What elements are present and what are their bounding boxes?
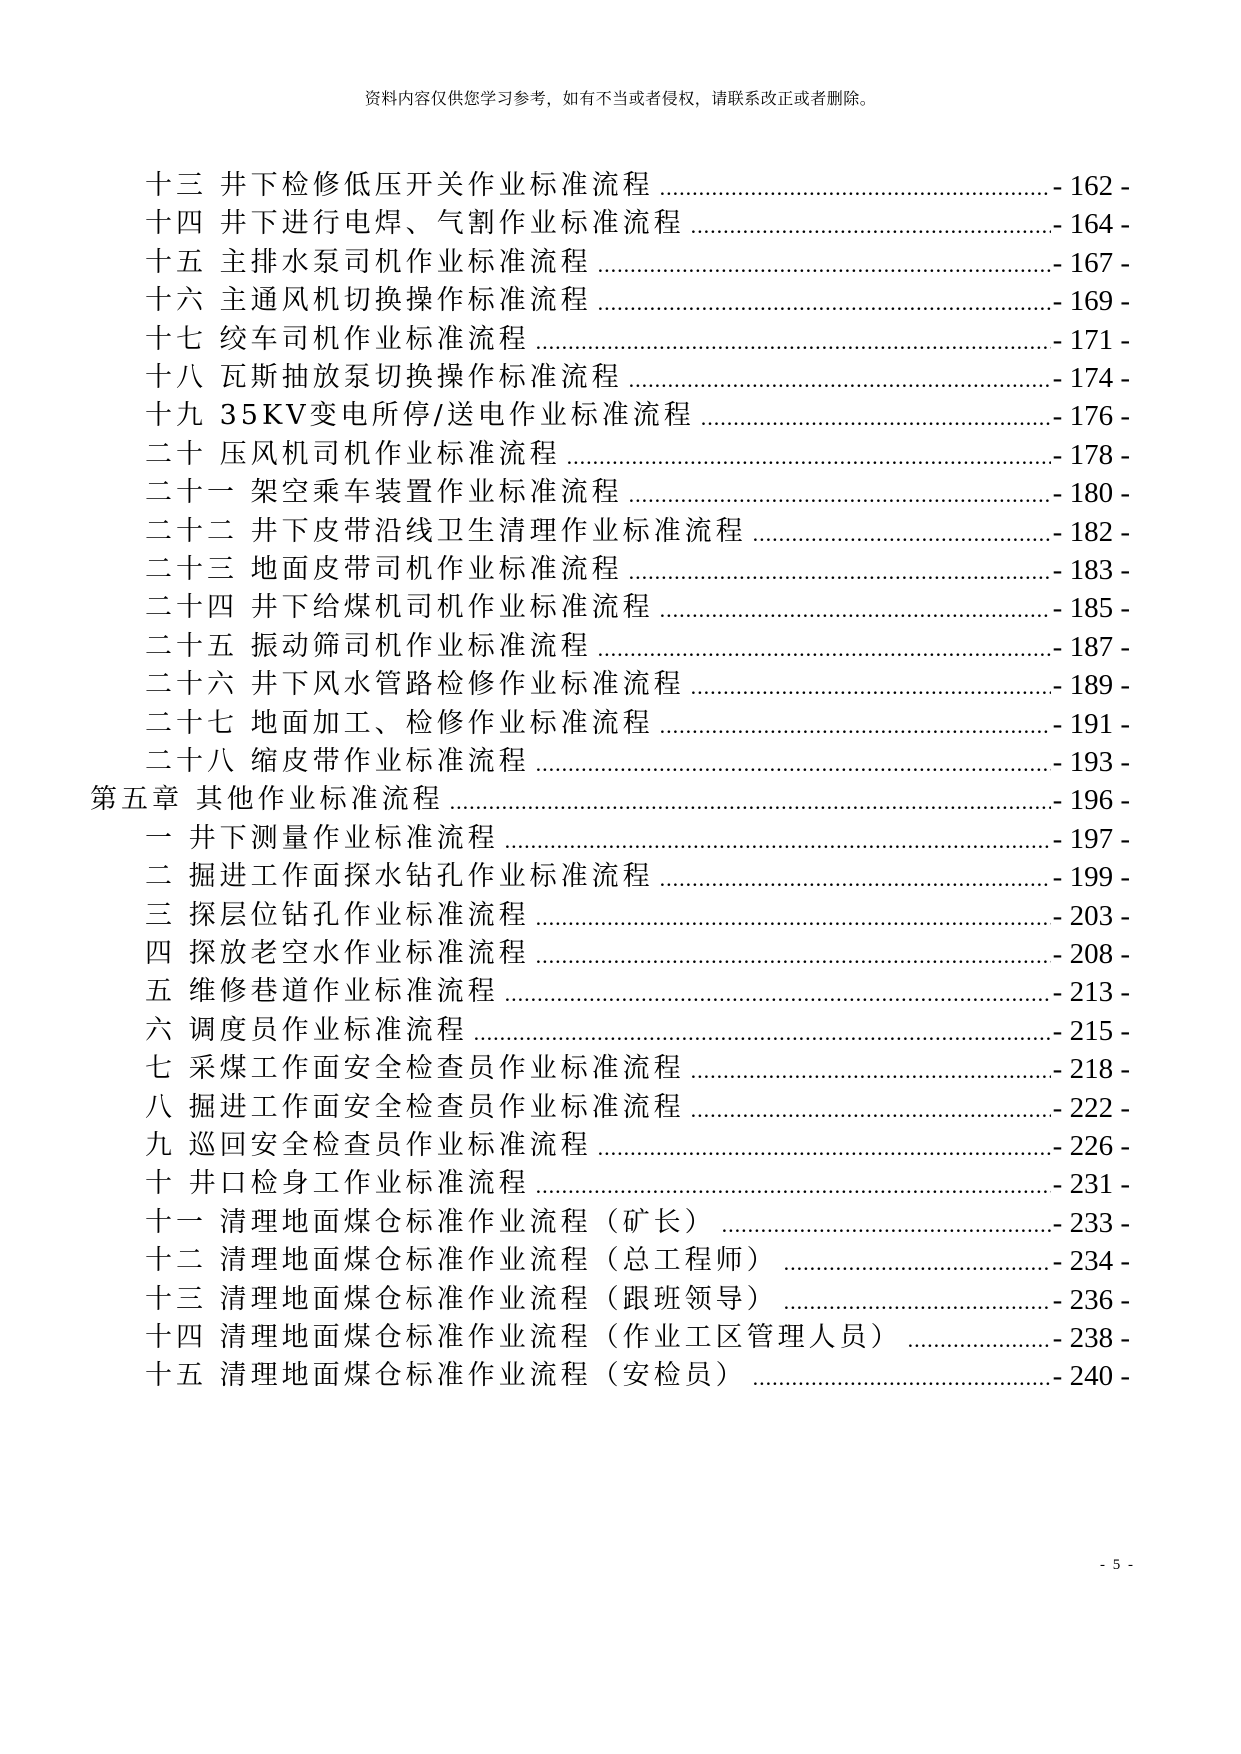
toc-dot-leader (598, 247, 1051, 283)
toc-entry-title: 十五 主排水泵司机作业标准流程 (145, 246, 592, 278)
toc-dot-leader (691, 208, 1051, 244)
toc-entry-title: 七 采煤工作面安全检查员作业标准流程 (145, 1053, 685, 1085)
toc-entry-title: 二十八 缩皮带作业标准流程 (145, 746, 530, 777)
toc-entry-page: - 180 - (1052, 477, 1130, 510)
toc-entry-page: - 240 - (1052, 1360, 1130, 1393)
toc-entry[interactable] (145, 1088, 1130, 1128)
toc-entry-title: 二十 压风机司机作业标准流程 (145, 438, 561, 470)
toc-entry-title: 十四 井下进行电焊、气割作业标准流程 (145, 208, 685, 240)
toc-entry-title: 六 调度员作业标准流程 (145, 1014, 468, 1046)
toc-entry[interactable] (145, 358, 1130, 398)
toc-entry[interactable] (145, 972, 1130, 1012)
toc-entry-title: 五 维修巷道作业标准流程 (145, 976, 499, 1008)
toc-dot-leader (536, 900, 1051, 936)
toc-entry-page: - 164 - (1052, 208, 1130, 241)
toc-dot-leader (660, 861, 1051, 897)
toc-entry[interactable] (145, 1164, 1130, 1204)
page-number: - 5 - (1100, 1557, 1135, 1573)
toc-entry-page: - 234 - (1052, 1245, 1130, 1278)
toc-entry-title: 二十一 架空乘车装置作业标准流程 (145, 477, 623, 509)
toc-entry-page: - 233 - (1052, 1206, 1130, 1239)
toc-dot-leader (701, 400, 1051, 436)
toc-dot-leader (691, 1053, 1051, 1089)
toc-dot-leader (629, 477, 1051, 513)
toc-entry-title: 二十七 地面加工、检修作业标准流程 (145, 707, 654, 739)
toc-dot-leader (450, 784, 1051, 820)
toc-entry-title: 十一 清理地面煤仓标准作业流程（矿长） (145, 1206, 716, 1238)
toc-entry[interactable] (145, 473, 1130, 513)
toc-entry-page: - 174 - (1052, 362, 1130, 394)
toc-entry-title: 十八 瓦斯抽放泵切换操作标准流程 (145, 362, 623, 393)
toc-entry-title: 十二 清理地面煤仓标准作业流程（总工程师） (145, 1245, 778, 1277)
toc-entry-page: - 222 - (1052, 1091, 1130, 1124)
toc-dot-leader (567, 439, 1051, 475)
toc-entry-page: - 185 - (1052, 592, 1130, 625)
toc-entry-title: 十六 主通风机切换操作标准流程 (145, 285, 592, 317)
toc-entry-title: 十三 井下检修低压开关作业标准流程 (145, 170, 654, 201)
toc-dot-leader (474, 1015, 1051, 1051)
toc-entry[interactable] (145, 1011, 1130, 1051)
toc-entry-page: - 167 - (1052, 246, 1130, 279)
toc-entry-page: - 226 - (1052, 1130, 1130, 1162)
toc-entry-page: - 231 - (1052, 1168, 1130, 1201)
toc-entry-page: - 182 - (1052, 515, 1130, 548)
toc-entry-title: 十 井口检身工作业标准流程 (145, 1168, 530, 1200)
toc-dot-leader (908, 1322, 1051, 1358)
toc-dot-leader (536, 324, 1051, 360)
toc-entry[interactable] (145, 281, 1130, 321)
toc-entry-title: 二十五 振动筛司机作业标准流程 (145, 630, 592, 662)
toc-entry-title: 三 探层位钻孔作业标准流程 (145, 899, 530, 931)
toc-entry-page: - 189 - (1052, 669, 1130, 702)
toc-entry[interactable] (145, 320, 1130, 360)
toc-entry-title: 八 掘进工作面安全检查员作业标准流程 (145, 1091, 685, 1123)
toc-entry[interactable] (145, 550, 1130, 590)
toc-dot-leader (536, 938, 1051, 974)
toc-entry-page: - 183 - (1052, 554, 1130, 586)
toc-dot-leader (660, 708, 1051, 744)
toc-entry[interactable] (145, 742, 1130, 782)
toc-entry-page: - 187 - (1052, 630, 1130, 663)
toc-entry-title: 第五章 其他作业标准流程 (90, 784, 444, 816)
toc-dot-leader (629, 554, 1051, 590)
toc-entry[interactable] (145, 1318, 1130, 1358)
toc-dot-leader (691, 669, 1051, 705)
toc-entry-title: 十五 清理地面煤仓标准作业流程（安检员） (145, 1360, 747, 1392)
toc-entry[interactable] (145, 1241, 1130, 1281)
toc-entry-title: 一 井下测量作业标准流程 (145, 822, 499, 854)
toc-entry-title: 二十六 井下风水管路检修作业标准流程 (145, 669, 685, 701)
toc-entry-title: 二十三 地面皮带司机作业标准流程 (145, 554, 623, 585)
toc-entry-page: - 197 - (1052, 822, 1130, 855)
toc-entry-page: - 238 - (1052, 1322, 1130, 1354)
toc-entry-title: 二十四 井下给煤机司机作业标准流程 (145, 592, 654, 624)
toc-chapter-entry[interactable] (90, 780, 1130, 820)
toc-dot-leader (598, 285, 1051, 321)
toc-dot-leader (629, 362, 1051, 398)
toc-entry[interactable] (145, 627, 1130, 667)
toc-entry[interactable] (145, 857, 1130, 897)
toc-entry-title: 四 探放老空水作业标准流程 (145, 938, 530, 969)
toc-entry-title: 九 巡回安全检查员作业标准流程 (145, 1130, 592, 1161)
toc-entry-page: - 171 - (1052, 323, 1130, 356)
toc-dot-leader (784, 1284, 1051, 1320)
toc-dot-leader (753, 516, 1051, 552)
toc-entry[interactable] (145, 588, 1130, 628)
toc-entry[interactable] (145, 896, 1130, 936)
toc-entry[interactable] (145, 934, 1130, 974)
toc-entry[interactable] (145, 512, 1130, 552)
toc-entry-page: - 199 - (1052, 861, 1130, 894)
toc-entry-page: - 162 - (1052, 170, 1130, 202)
toc-entry-page: - 213 - (1052, 976, 1130, 1009)
toc-entry[interactable] (145, 1280, 1130, 1320)
toc-entry[interactable] (145, 1049, 1130, 1089)
toc-dot-leader (660, 170, 1051, 206)
toc-entry-page: - 218 - (1052, 1053, 1130, 1086)
toc-entry[interactable] (145, 1203, 1130, 1243)
toc-entry[interactable] (145, 704, 1130, 744)
toc-dot-leader (598, 631, 1051, 667)
toc-dot-leader (598, 1130, 1051, 1166)
toc-entry[interactable] (145, 396, 1130, 436)
toc-entry-page: - 193 - (1052, 746, 1130, 778)
toc-entry[interactable] (145, 819, 1130, 859)
toc-entry-page: - 236 - (1052, 1283, 1130, 1316)
toc-entry-page: - 178 - (1052, 438, 1130, 471)
toc-entry[interactable] (145, 204, 1130, 244)
toc-entry-title: 十七 绞车司机作业标准流程 (145, 323, 530, 355)
toc-entry-page: - 203 - (1052, 899, 1130, 932)
toc-entry-title: 十九 35KV变电所停/送电作业标准流程 (145, 400, 695, 432)
toc-dot-leader (505, 976, 1051, 1012)
toc-entry-page: - 196 - (1052, 784, 1130, 817)
toc-dot-leader (722, 1207, 1051, 1243)
toc-dot-leader (505, 823, 1051, 859)
toc-entry[interactable] (145, 1126, 1130, 1166)
toc-entry-page: - 208 - (1052, 938, 1130, 970)
toc-entry[interactable] (145, 1356, 1130, 1396)
toc-dot-leader (660, 592, 1051, 628)
toc-dot-leader (784, 1245, 1051, 1281)
toc-dot-leader (536, 746, 1051, 782)
toc-entry[interactable] (145, 665, 1130, 705)
toc-dot-leader (691, 1092, 1051, 1128)
toc-entry-page: - 176 - (1052, 400, 1130, 433)
toc-dot-leader (536, 1168, 1051, 1204)
toc-entry-title: 二 掘进工作面探水钻孔作业标准流程 (145, 861, 654, 893)
toc-entry[interactable] (145, 166, 1130, 206)
toc-entry[interactable] (145, 435, 1130, 475)
toc-entry-title: 二十二 井下皮带沿线卫生清理作业标准流程 (145, 515, 747, 547)
toc-entry-title: 十三 清理地面煤仓标准作业流程（跟班领导） (145, 1283, 778, 1315)
page-header-notice: 资料内容仅供您学习参考，如有不当或者侵权，请联系改正或者删除。 (364, 89, 877, 108)
toc-entry-page: - 169 - (1052, 285, 1130, 318)
toc-entry-title: 十四 清理地面煤仓标准作业流程（作业工区管理人员） (145, 1322, 902, 1353)
toc-entry[interactable] (145, 243, 1130, 283)
toc-entry-page: - 191 - (1052, 707, 1130, 740)
toc-dot-leader (753, 1360, 1051, 1396)
toc-entry-page: - 215 - (1052, 1014, 1130, 1047)
